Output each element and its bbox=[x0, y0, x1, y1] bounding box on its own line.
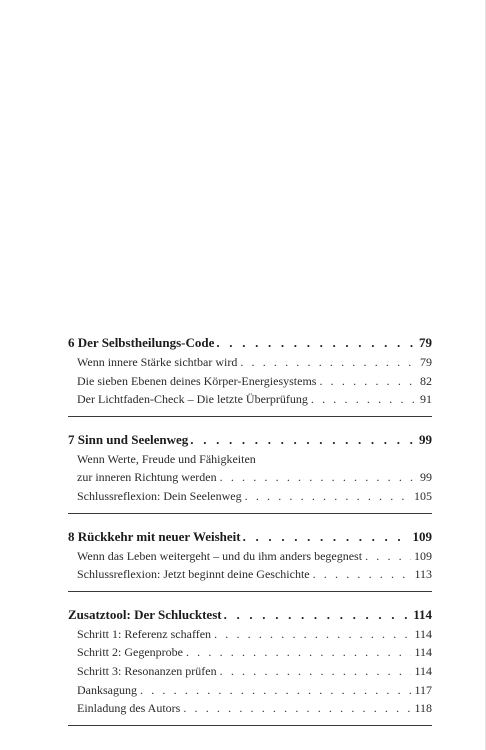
toc-entry-title: Schritt 2: Gegenprobe bbox=[77, 645, 183, 660]
dot-leader bbox=[243, 526, 411, 547]
toc-entry-title: Wenn innere Stärke sichtbar wird bbox=[77, 355, 238, 369]
toc-entry[interactable] bbox=[68, 625, 432, 644]
toc-entry[interactable] bbox=[68, 487, 432, 506]
dot-leader bbox=[190, 429, 417, 450]
toc-entry-page: 91 bbox=[420, 392, 432, 407]
toc-heading-page: 79 bbox=[419, 335, 432, 350]
dot-leader bbox=[186, 643, 411, 662]
toc-entry-title: Schlussreflexion: Dein Seelenweg bbox=[77, 488, 242, 503]
dot-leader bbox=[313, 565, 412, 584]
dot-leader bbox=[214, 625, 411, 644]
toc-entry[interactable] bbox=[68, 372, 432, 391]
toc-entry-title: Der Lichtfaden-Check – Die letzte Überprüfung bbox=[77, 392, 308, 407]
dot-leader bbox=[240, 353, 417, 372]
toc-entry-page: 118 bbox=[414, 701, 432, 716]
toc-heading[interactable] bbox=[68, 332, 432, 353]
toc-entry[interactable] bbox=[68, 565, 432, 584]
toc-entry-title: Danksagung bbox=[77, 682, 137, 697]
section-spacer bbox=[68, 506, 432, 513]
dot-leader bbox=[311, 390, 417, 409]
section-spacer bbox=[68, 584, 432, 591]
toc-entry-first-line[interactable] bbox=[68, 450, 432, 469]
toc-heading-title: Zusatztool: Der Schlucktest bbox=[68, 606, 222, 622]
toc-entry-page: 105 bbox=[414, 488, 432, 503]
toc-heading[interactable] bbox=[68, 526, 432, 547]
toc-entry-title: Die sieben Ebenen deines Körper-Energiesystems bbox=[77, 373, 317, 388]
toc-heading[interactable] bbox=[68, 604, 432, 625]
toc-entry[interactable] bbox=[68, 662, 432, 681]
toc-entry-page: 114 bbox=[414, 645, 432, 660]
dot-leader bbox=[183, 699, 411, 718]
toc-entry-title: Wenn Werte, Freude und Fähigkeiten bbox=[77, 451, 256, 466]
toc-entry[interactable] bbox=[68, 547, 432, 566]
toc-entry[interactable] bbox=[68, 390, 432, 409]
dot-leader bbox=[245, 487, 411, 506]
toc-section-6 bbox=[68, 332, 432, 417]
table-of-contents bbox=[68, 332, 432, 726]
toc-entry-page: 79 bbox=[420, 355, 432, 369]
toc-heading-title: 7 Sinn und Seelenweg bbox=[68, 431, 189, 447]
toc-section-8 bbox=[68, 526, 432, 592]
toc-section-zusatztool bbox=[68, 604, 432, 726]
toc-heading-page: 99 bbox=[419, 431, 432, 447]
toc-entry[interactable] bbox=[68, 643, 432, 662]
toc-entry-title: Schritt 3: Resonanzen prüfen bbox=[77, 663, 217, 678]
toc-section-7 bbox=[68, 429, 432, 514]
toc-heading-page: 114 bbox=[413, 606, 432, 622]
toc-entry[interactable] bbox=[68, 699, 432, 718]
section-spacer bbox=[68, 718, 432, 725]
toc-entry-title: Schlussreflexion: Jetzt beginnt deine Geschichte bbox=[77, 567, 310, 582]
toc-entry-page: 82 bbox=[420, 373, 432, 388]
dot-leader bbox=[365, 547, 411, 566]
toc-heading-title: 8 Rückkehr mit neuer Weisheit bbox=[68, 528, 241, 544]
dot-leader bbox=[140, 681, 411, 700]
toc-heading-page: 109 bbox=[412, 528, 432, 544]
toc-heading[interactable] bbox=[68, 429, 432, 450]
toc-entry-page: 114 bbox=[414, 663, 432, 678]
toc-entry-page: 114 bbox=[414, 626, 432, 641]
toc-entry-title: Wenn das Leben weitergeht – und du ihm anders begegnest bbox=[77, 548, 363, 563]
toc-entry-title: Einladung des Autors bbox=[77, 701, 181, 716]
dot-leader bbox=[220, 662, 412, 681]
toc-entry[interactable] bbox=[68, 468, 432, 487]
toc-entry-page: 99 bbox=[420, 470, 432, 485]
dot-leader bbox=[216, 332, 417, 353]
toc-entry[interactable] bbox=[68, 353, 432, 372]
dot-leader bbox=[224, 604, 412, 625]
dot-leader bbox=[220, 468, 417, 487]
dot-leader bbox=[319, 372, 417, 391]
toc-entry-page: 113 bbox=[414, 567, 432, 582]
toc-entry-title: Schritt 1: Referenz schaffen bbox=[77, 626, 212, 641]
toc-heading-title: 6 Der Selbstheilungs-Code bbox=[68, 335, 215, 350]
toc-entry-page: 117 bbox=[414, 682, 432, 697]
toc-entry[interactable] bbox=[68, 681, 432, 700]
toc-entry-title: zur inneren Richtung werden bbox=[77, 470, 217, 485]
section-spacer bbox=[68, 409, 432, 416]
toc-entry-page: 109 bbox=[414, 548, 432, 563]
